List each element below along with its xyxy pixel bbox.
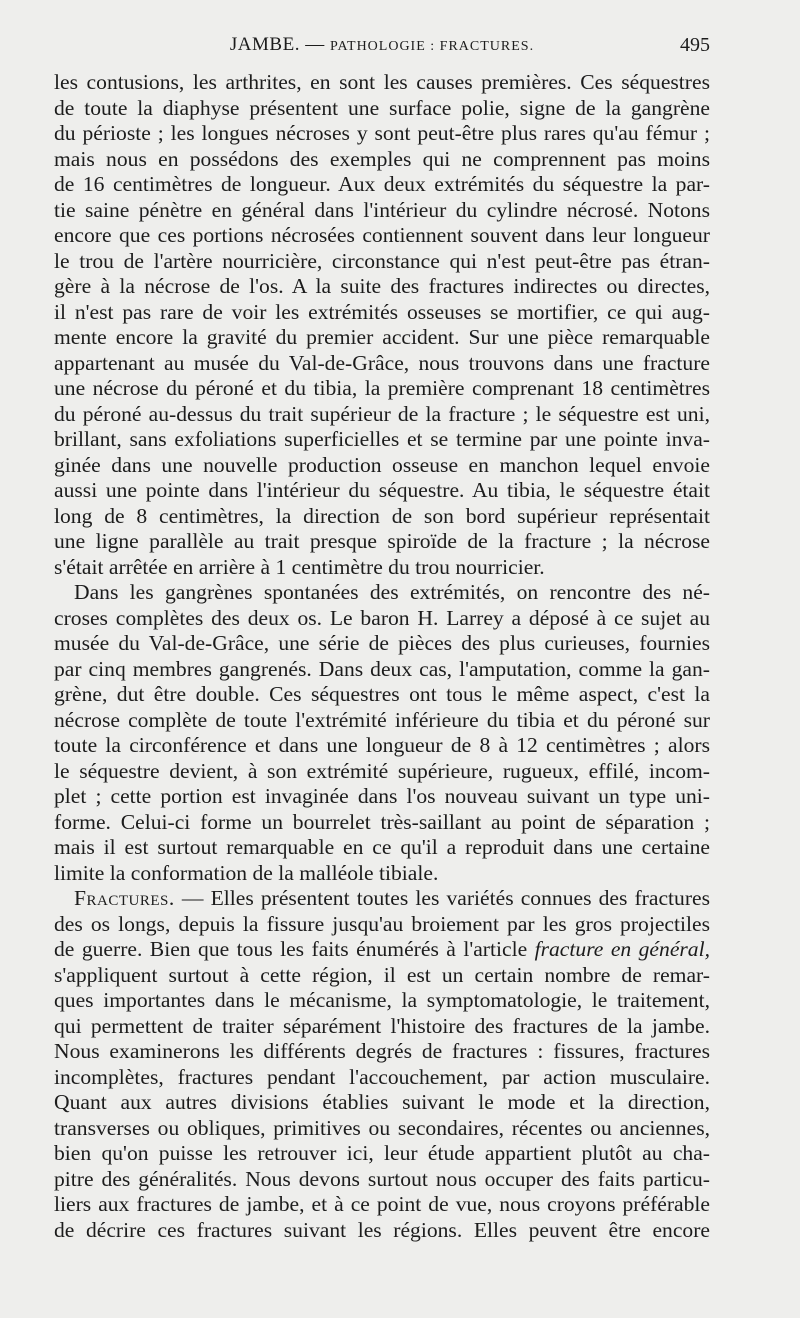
text-line	[54, 937, 710, 963]
text-line: ques importantes dans le mécanisme, la symptomatologie, le traitement,	[54, 988, 710, 1012]
text-line: pitre des généralités. Nous devons surtout nous occuper des faits particu-	[54, 1166, 710, 1191]
text-line: appartenant au musée du Val-de-Grâce, nous trouvons dans une fracture	[54, 350, 710, 375]
header-dash: —	[305, 34, 325, 55]
body-text	[54, 70, 710, 1243]
text-line: qui permettent de traiter séparément l'histoire des fractures de la jambe.	[54, 1013, 710, 1038]
text-line: incomplètes, fractures pendant l'accouchement, par action musculaire.	[54, 1064, 710, 1089]
text-line: de 16 centimètres de longueur. Aux deux extrémités du séquestre la par-	[54, 172, 710, 196]
italic-term: fracture en général,	[534, 937, 710, 961]
text-line: long de 8 centimètres, la direction de son bord supérieur représentait	[54, 503, 710, 528]
text-line: grène, dut être double. Ces séquestres ont tous le même aspect, c'est la	[54, 682, 710, 706]
section-heading: Fractures.	[74, 886, 175, 910]
text-line: tie saine pénètre en général dans l'intérieur du cylindre nécrosé. Notons	[54, 197, 710, 222]
text-line: toute la circonférence et dans une longueur de 8 à 12 centimètres ; alors	[54, 733, 710, 757]
text-line: brillant, sans exfoliations superficielles et se termine par une pointe inva-	[54, 427, 710, 451]
text-line: une nécrose du péroné et du tibia, la première comprenant 18 centimètres	[54, 376, 710, 400]
text-line: par cinq membres gangrenés. Dans deux cas, l'amputation, comme la gan-	[54, 656, 710, 681]
text-line: limite la conformation de la malléole tibiale.	[54, 860, 439, 885]
text-line: Nous examinerons les différents degrés de fractures : fissures, fractures	[54, 1039, 710, 1063]
text-line: transverses ou obliques, primitives ou secondaires, récentes ou anciennes,	[54, 1115, 710, 1140]
text-line: de décrire ces fractures suivant les régions. Elles peuvent être encore	[54, 1217, 710, 1242]
text-line: des os longs, depuis la fissure jusqu'au broiement par les gros projectiles	[54, 911, 710, 936]
text-line: le séquestre devient, à son extrémité supérieure, rugueux, effilé, incom-	[54, 758, 710, 783]
header-section: PATHOLOGIE : FRACTURES.	[329, 39, 535, 54]
text-line: il n'est pas rare de voir les extrémités osseuses se mortifier, ce qui aug-	[54, 299, 710, 324]
text-line	[54, 886, 710, 912]
header-title	[54, 34, 710, 56]
text-line: s'était arrêtée en arrière à 1 centimètre du trou nourricier.	[54, 554, 545, 579]
text-line: bien qu'on puisse les retrouver ici, leur étude appartient plutôt au cha-	[54, 1141, 710, 1165]
text-line: mais il est surtout remarquable en ce qu'il a reproduit dans une certaine	[54, 835, 710, 859]
text-line: de toute la diaphyse présentent une surface polie, signe de la gangrène	[54, 95, 710, 120]
text-line: le trou de l'artère nourricière, circonstance qui n'est peut-être pas étran-	[54, 248, 710, 273]
text-line: s'appliquent surtout à cette région, il est un certain nombre de remar-	[54, 962, 710, 987]
page-number: 495	[680, 34, 710, 56]
text-line: liers aux fractures de jambe, et à ce point de vue, nous croyons préférable	[54, 1192, 710, 1216]
text-line: musée du Val-de-Grâce, une série de pièces des plus curieuses, fournies	[54, 631, 710, 655]
header-chapter: JAMBE.	[229, 34, 300, 55]
text-line: nécrose complète de toute l'extrémité inférieure du tibia et du péroné sur	[54, 707, 710, 732]
text-line: mais nous en possédons des exemples qui ne comprennent pas moins	[54, 146, 710, 171]
text-line: gère à la nécrose de l'os. A la suite des fractures indirectes ou directes,	[54, 274, 710, 298]
line-text: — Elles présentent toutes les variétés connues des fractures	[174, 886, 710, 910]
text-line: du périoste ; les longues nécroses y sont peut-être plus rares qu'au fémur ;	[54, 121, 710, 145]
text-line: plet ; cette portion est invaginée dans l'os nouveau suivant un type uni-	[54, 784, 710, 808]
text-line: du péroné au-dessus du trait supérieur de la fracture ; le séquestre est uni,	[54, 401, 710, 426]
text-line: encore que ces portions nécrosées contiennent souvent dans leur longueur	[54, 223, 710, 247]
text-line: forme. Celui-ci forme un bourrelet très-saillant au point de séparation ;	[54, 809, 710, 834]
text-line: aussi une pointe dans l'intérieur du séquestre. Au tibia, le séquestre était	[54, 478, 710, 502]
text-line: Quant aux autres divisions établies suivant le mode et la direction,	[54, 1090, 710, 1114]
text-line: ginée dans une nouvelle production osseuse en manchon lequel envoie	[54, 452, 710, 477]
line-text: de guerre. Bien que tous les faits énumérés à l'article	[54, 937, 535, 961]
text-line: mente encore la gravité du premier accident. Sur une pièce remarquable	[54, 325, 710, 349]
running-header	[54, 30, 710, 64]
text-line: les contusions, les arthrites, en sont les causes premières. Ces séquestres	[54, 70, 710, 94]
text-line: croses complètes des deux os. Le baron H. Larrey a déposé à ce sujet au	[54, 605, 710, 630]
text-line: une ligne parallèle au trait presque spiroïde de la fracture ; la nécrose	[54, 529, 710, 553]
text-line: Dans les gangrènes spontanées des extrémités, on rencontre des né-	[74, 580, 710, 604]
